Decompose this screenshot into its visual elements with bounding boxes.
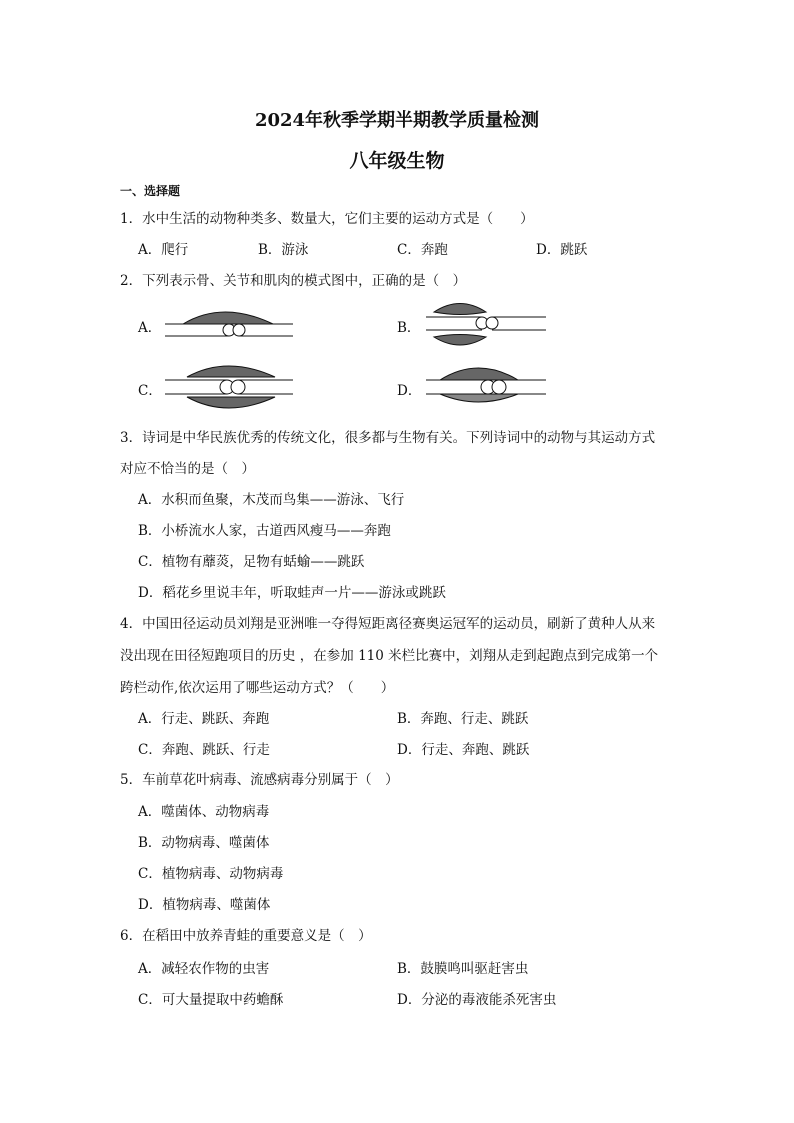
- question-4-stem-line-2: 没出现在田径短跑项目的历史 ，在参加 110 米栏比赛中，刘翔从走到起跑点到完成第一个: [120, 648, 659, 664]
- q2-option-b[interactable]: B．: [397, 320, 421, 336]
- q1-option-d[interactable]: D．跳跃: [536, 242, 588, 258]
- diagram-a-muscle-across-joint: [163, 304, 295, 350]
- question-4-stem-line-1: 4．中国田径运动员刘翔是亚洲唯一夺得短距离径赛奥运冠军的运动员，刷新了黄种人从来: [120, 616, 656, 632]
- question-4-stem-line-3: 跨栏动作,依次运用了哪些运动方式？（ ）: [120, 680, 395, 696]
- q5-option-b[interactable]: B．动物病毒、噬菌体: [138, 835, 270, 851]
- question-5-stem: 5．车前草花叶病毒、流感病毒分别属于（ ）: [120, 772, 399, 788]
- q4-option-d[interactable]: D．行走、奔跑、跳跃: [397, 742, 530, 758]
- q4-option-a[interactable]: A．行走、跳跃、奔跑: [138, 711, 270, 727]
- q6-option-a[interactable]: A．减轻农作物的虫害: [138, 961, 270, 977]
- diagram-d-muscle-one-side: [422, 360, 548, 414]
- q3-option-d[interactable]: D．稻花乡里说丰年，听取蛙声一片——游泳或跳跃: [138, 585, 446, 601]
- q2-option-a[interactable]: A．: [138, 320, 162, 336]
- q1-option-c[interactable]: C．奔跑: [397, 242, 448, 258]
- q1-option-a[interactable]: A．爬行: [138, 242, 189, 258]
- q4-option-c[interactable]: C．奔跑、跳跃、行走: [138, 742, 270, 758]
- q6-option-d[interactable]: D．分泌的毒液能杀死害虫: [397, 992, 557, 1008]
- diagram-b-muscle-on-same-bone: [422, 297, 548, 353]
- diagram-c-double-muscle: [163, 357, 295, 417]
- q2-option-d[interactable]: D．: [397, 383, 422, 399]
- q6-option-c[interactable]: C．可大量提取中药蟾酥: [138, 992, 284, 1008]
- q6-option-b[interactable]: B．鼓膜鸣叫驱赶害虫: [397, 961, 529, 977]
- q4-option-b[interactable]: B．奔跑、行走、跳跃: [397, 711, 529, 727]
- q5-option-c[interactable]: C．植物病毒、动物病毒: [138, 866, 284, 882]
- q3-option-a[interactable]: A．水积而鱼聚，木茂而鸟集——游泳、飞行: [138, 492, 405, 508]
- q5-option-a[interactable]: A．噬菌体、动物病毒: [138, 804, 270, 820]
- question-1-stem: 1．水中生活的动物种类多、数量大，它们主要的运动方式是（ ）: [120, 211, 534, 227]
- section-heading: 一、选择题: [120, 184, 181, 198]
- q3-option-b[interactable]: B．小桥流水人家，古道西风瘦马——奔跑: [138, 523, 391, 539]
- question-3-stem-line-2: 对应不恰当的是（ ）: [120, 461, 255, 477]
- exam-subtitle: 八年级生物: [349, 150, 445, 172]
- q2-option-c[interactable]: C．: [138, 383, 162, 399]
- q5-option-d[interactable]: D．植物病毒、噬菌体: [138, 897, 271, 913]
- q1-option-b[interactable]: B．游泳: [258, 242, 309, 258]
- exam-title: 2024年秋季学期半期教学质量检测: [254, 110, 540, 131]
- question-3-stem-line-1: 3．诗词是中华民族优秀的传统文化，很多都与生物有关。下列诗词中的动物与其运动方式: [120, 430, 656, 446]
- question-6-stem: 6．在稻田中放养青蛙的重要意义是（ ）: [120, 928, 372, 944]
- q3-option-c[interactable]: C．植物有蘼菼，足物有蛞蝓——跳跃: [138, 554, 365, 570]
- question-2-stem: 2．下列表示骨、关节和肌肉的模式图中，正确的是（ ）: [120, 273, 467, 289]
